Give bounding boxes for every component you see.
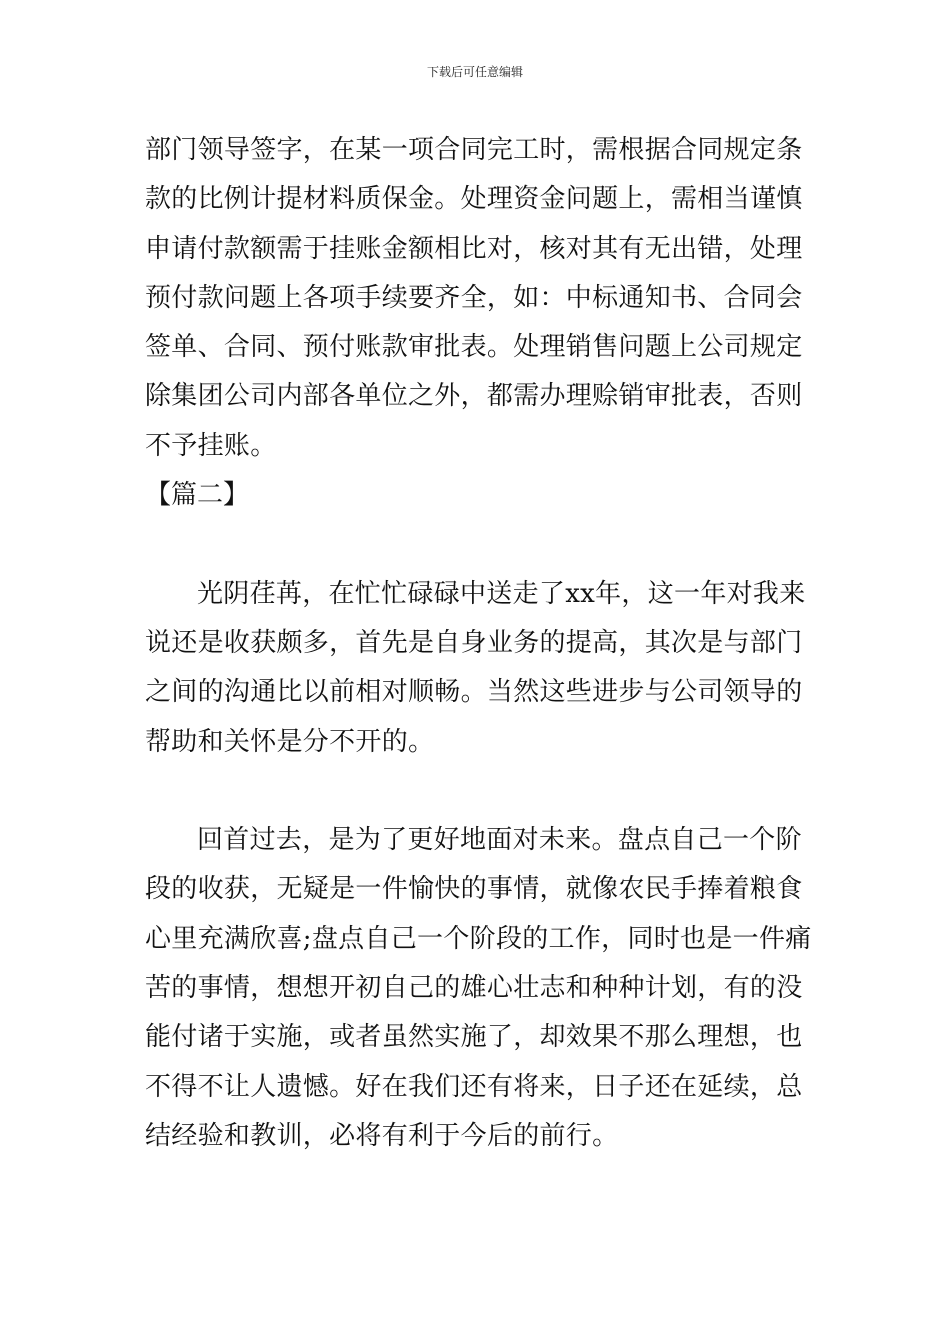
text-line: 款的比例计提材料质保金。处理资金问题上，需相当谨慎	[145, 184, 803, 215]
text-line: 不予挂账。	[145, 430, 277, 461]
document-body	[145, 126, 812, 1161]
text-line: 苦的事情，想想开初自己的雄心壮志和种种计划，有的没	[145, 973, 803, 1004]
text-line: 段的收获，无疑是一件愉快的事情，就像农民手捧着粮食	[145, 874, 803, 905]
paragraph-2	[145, 816, 812, 1161]
text-line: 预付款问题上各项手续要齐全，如：中标通知书、合同会	[145, 282, 803, 313]
text-line: 申请付款额需于挂账金额相比对，核对其有无出错，处理	[145, 233, 803, 264]
text-line: 说还是收获颇多，首先是自身业务的提高，其次是与部门	[145, 627, 803, 658]
text-line: 光阴荏苒，在忙忙碌碌中送走了xx年，这一年对我来	[197, 578, 806, 609]
text-line: 心里充满欣喜;盘点自己一个阶段的工作，同时也是一件痛	[145, 923, 812, 954]
section1-paragraph	[145, 126, 807, 471]
text-line: 部门领导签字，在某一项合同完工时，需根据合同规定条	[145, 135, 803, 165]
paragraph-spacer	[145, 520, 807, 569]
text-line: 帮助和关怀是分不开的。	[145, 726, 435, 757]
text-line: 除集团公司内部各单位之外，都需办理赊销审批表，否则	[145, 381, 803, 412]
text-line: 之间的沟通比以前相对顺畅。当然这些进步与公司领导的	[145, 677, 803, 708]
paragraph-1	[145, 570, 807, 767]
text-line: 回首过去，是为了更好地面对未来。盘点自己一个阶	[197, 825, 802, 856]
text-line: 结经验和教训，必将有利于今后的前行。	[145, 1120, 619, 1151]
section-heading: 【篇二】	[145, 480, 250, 511]
text-line: 不得不让人遗憾。好在我们还有将来，日子还在延续，总	[145, 1071, 803, 1102]
paragraph-spacer	[145, 767, 807, 816]
page-header: 下载后可任意编辑	[426, 65, 523, 79]
text-line: 能付诸于实施，或者虽然实施了，却效果不那么理想，也	[145, 1022, 803, 1053]
text-line: 签单、合同、预付账款审批表。处理销售问题上公司规定	[145, 332, 803, 363]
